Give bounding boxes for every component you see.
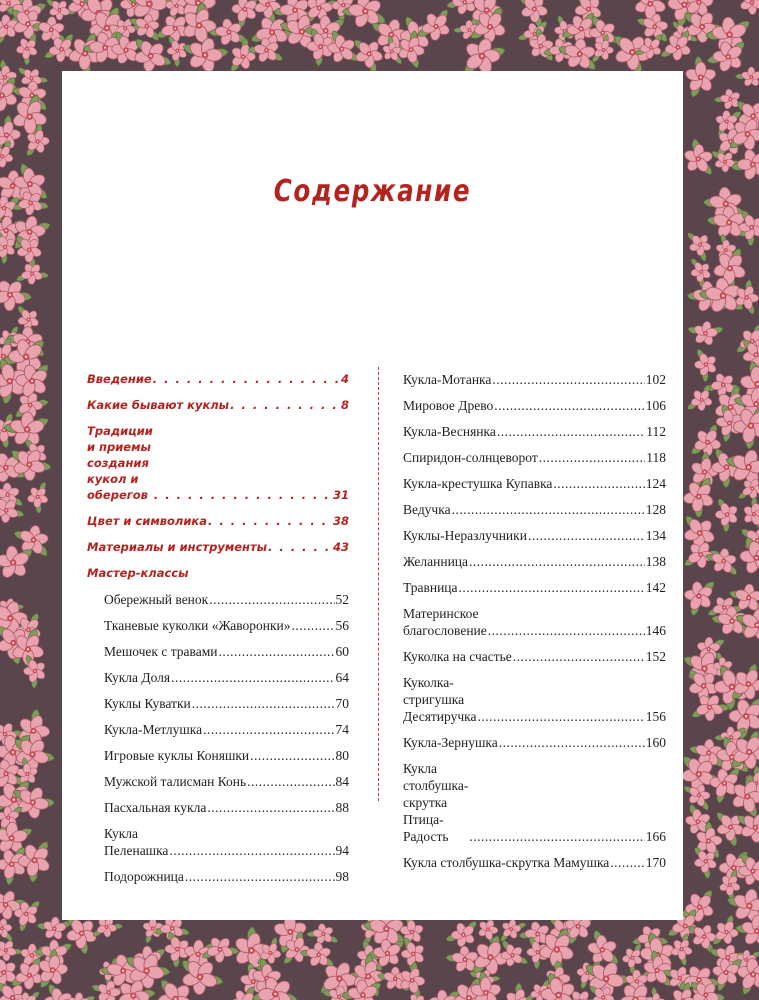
dot-leader [268,539,332,555]
toc-entry-label: Кукла столбушка-скрутка Мамушка [403,855,610,870]
toc-entry-page: 166 [645,829,666,844]
toc-entry-page: 4 [340,372,349,386]
toc-entry-page: 102 [645,372,666,387]
toc-entry-label: Материнское благословение [403,606,487,638]
toc-entry-page: 98 [335,869,349,884]
toc-entry-page: 152 [645,649,666,664]
toc-entry-label: Мешочек с травами [104,644,218,659]
toc-entry-page: 43 [332,540,349,554]
toc-section[interactable] [87,423,349,503]
toc-entry-page: 80 [335,748,349,763]
toc-entry[interactable] [403,501,666,518]
dot-leader [192,695,335,712]
toc-entry[interactable] [104,799,349,816]
toc-entry-page: 112 [646,424,666,439]
toc-entry[interactable] [104,773,349,790]
toc-entry[interactable] [403,854,666,871]
master-classes-heading: Мастер-классы [87,566,189,580]
toc-entry-page: 64 [335,670,349,685]
toc-entry-page: 52 [335,592,349,607]
toc-entry-label: Цвет и символика [87,514,207,528]
toc-entry-label: Куклы-Неразлучники [403,528,527,543]
toc-section[interactable] [87,397,349,413]
toc-entry-label: Кукла-Веснянка [403,424,496,439]
toc-entry-page: 128 [645,502,666,517]
toc-entry[interactable] [403,553,666,570]
dot-leader [250,747,334,764]
toc-entry[interactable] [104,669,349,686]
toc-entry-page: 56 [335,618,349,633]
toc-entry-label: Материалы и инструменты [87,540,268,554]
toc-entry-page: 38 [332,514,349,528]
toc-entry[interactable] [403,605,666,639]
toc-entry[interactable] [403,760,666,845]
toc-entry[interactable] [104,868,349,885]
content-page [62,71,683,920]
toc-section[interactable] [87,539,349,555]
toc-entry-label: Куклы Куватки [104,696,191,711]
dot-leader [208,513,332,529]
toc-entry-label: Кукла-крестушка Купавка [403,476,553,491]
dot-leader [494,397,644,414]
toc-entry-page: 88 [335,800,349,815]
toc-left-column [87,371,349,894]
toc-entry[interactable] [403,648,666,665]
toc-entry-label: Ведучка [403,502,451,517]
toc-right-column [403,371,666,880]
toc-entry-page: 60 [335,644,349,659]
dot-leader [230,397,340,413]
dot-leader [488,622,645,639]
toc-entry[interactable] [403,475,666,492]
toc-entry[interactable] [403,371,666,388]
dot-leader [459,579,645,596]
toc-entry-label: Тканевые куколки «Жаворонки» [104,618,291,633]
toc-entry-page: 142 [645,580,666,595]
toc-entry-label: Спиридон-солнцеворот [403,450,538,465]
toc-entry-label: Кукла столбушка-скрутка Птица-Радость [403,761,469,844]
toc-entry-page: 31 [332,488,349,502]
toc-entry[interactable] [403,674,666,725]
toc-entry-label: Обережный венок [104,592,209,607]
toc-entry-page: 8 [340,398,349,412]
toc-entry[interactable] [104,825,349,859]
toc-section[interactable] [87,371,349,387]
dot-leader [528,527,645,544]
toc-entry[interactable] [403,397,666,414]
toc-entry-page: 106 [645,398,666,413]
toc-entry[interactable] [403,579,666,596]
toc-entry[interactable] [104,747,349,764]
toc-entry-label: Пасхальная кукла [104,800,207,815]
dot-leader [452,501,645,518]
dot-leader [171,669,334,686]
toc-entry-page: 118 [646,450,666,465]
dot-leader [169,842,334,859]
dot-leader [469,553,645,570]
toc-entry-label: Куколка-стригушка Десятиручка [403,675,477,724]
toc-entry-label: Введение [87,372,152,386]
toc-entry-label: Игровые куклы Коняшки [104,748,250,763]
column-divider [378,367,379,801]
toc-entry[interactable] [104,591,349,608]
toc-section[interactable] [87,513,349,529]
dot-leader [499,734,645,751]
dot-leader [153,371,340,387]
toc-entry-label: Травница [403,580,458,595]
dot-leader [209,591,334,608]
toc-entry-page: 160 [645,735,666,750]
dot-leader [497,423,645,440]
toc-entry-label: Куколка на счастье [403,649,512,664]
dot-leader [185,868,335,885]
toc-entry-label: Желанница [403,554,469,569]
dot-leader [553,475,644,492]
toc-entry[interactable] [104,643,349,660]
toc-entry-label: Кукла Пеленашка [104,826,169,858]
toc-entry-page: 84 [335,774,349,789]
toc-entry[interactable] [104,617,349,634]
dot-leader [492,371,644,388]
toc-entry-page: 138 [645,554,666,569]
dot-leader [218,643,334,660]
toc-entry-label: Традиции и приемы создания кукол и оберегов [87,424,153,502]
dot-leader [539,449,645,466]
toc-entry-page: 70 [335,696,349,711]
toc-entry[interactable] [403,527,666,544]
toc-entry-page: 124 [645,476,666,491]
dot-leader [207,799,334,816]
toc-entry[interactable] [104,695,349,712]
toc-entry-page: 94 [335,843,349,858]
toc-entry-page: 170 [645,855,666,870]
toc-entry-label: Мужской талисман Конь [104,774,247,789]
toc-entry-page: 74 [335,722,349,737]
dot-leader [513,648,645,665]
toc-entry[interactable] [403,734,666,751]
toc-entry-label: Мировое Древо [403,398,494,413]
toc-entry[interactable] [104,721,349,738]
toc-entry[interactable] [403,423,666,440]
toc-entry-label: Кукла Доля [104,670,171,685]
dot-leader [247,773,334,790]
toc-entry[interactable] [403,449,666,466]
toc-entry-page: 134 [645,528,666,543]
page-title: Содержание [273,174,472,209]
toc-entry-label: Какие бывают куклы [87,398,230,412]
dot-leader [478,708,645,725]
toc-entry-label: Кукла-Мотанка [403,372,492,387]
toc-entry-label: Кукла-Метлушка [104,722,203,737]
toc-entry-page: 146 [645,623,666,638]
dot-leader [610,854,644,871]
dot-leader [292,617,335,634]
toc-entry-page: 156 [645,709,666,724]
dot-leader [469,828,644,845]
dot-leader [154,487,332,503]
dot-leader [203,721,334,738]
toc-entry-label: Кукла-Зернушка [403,735,498,750]
toc-entry-label: Подорожница [104,869,184,884]
